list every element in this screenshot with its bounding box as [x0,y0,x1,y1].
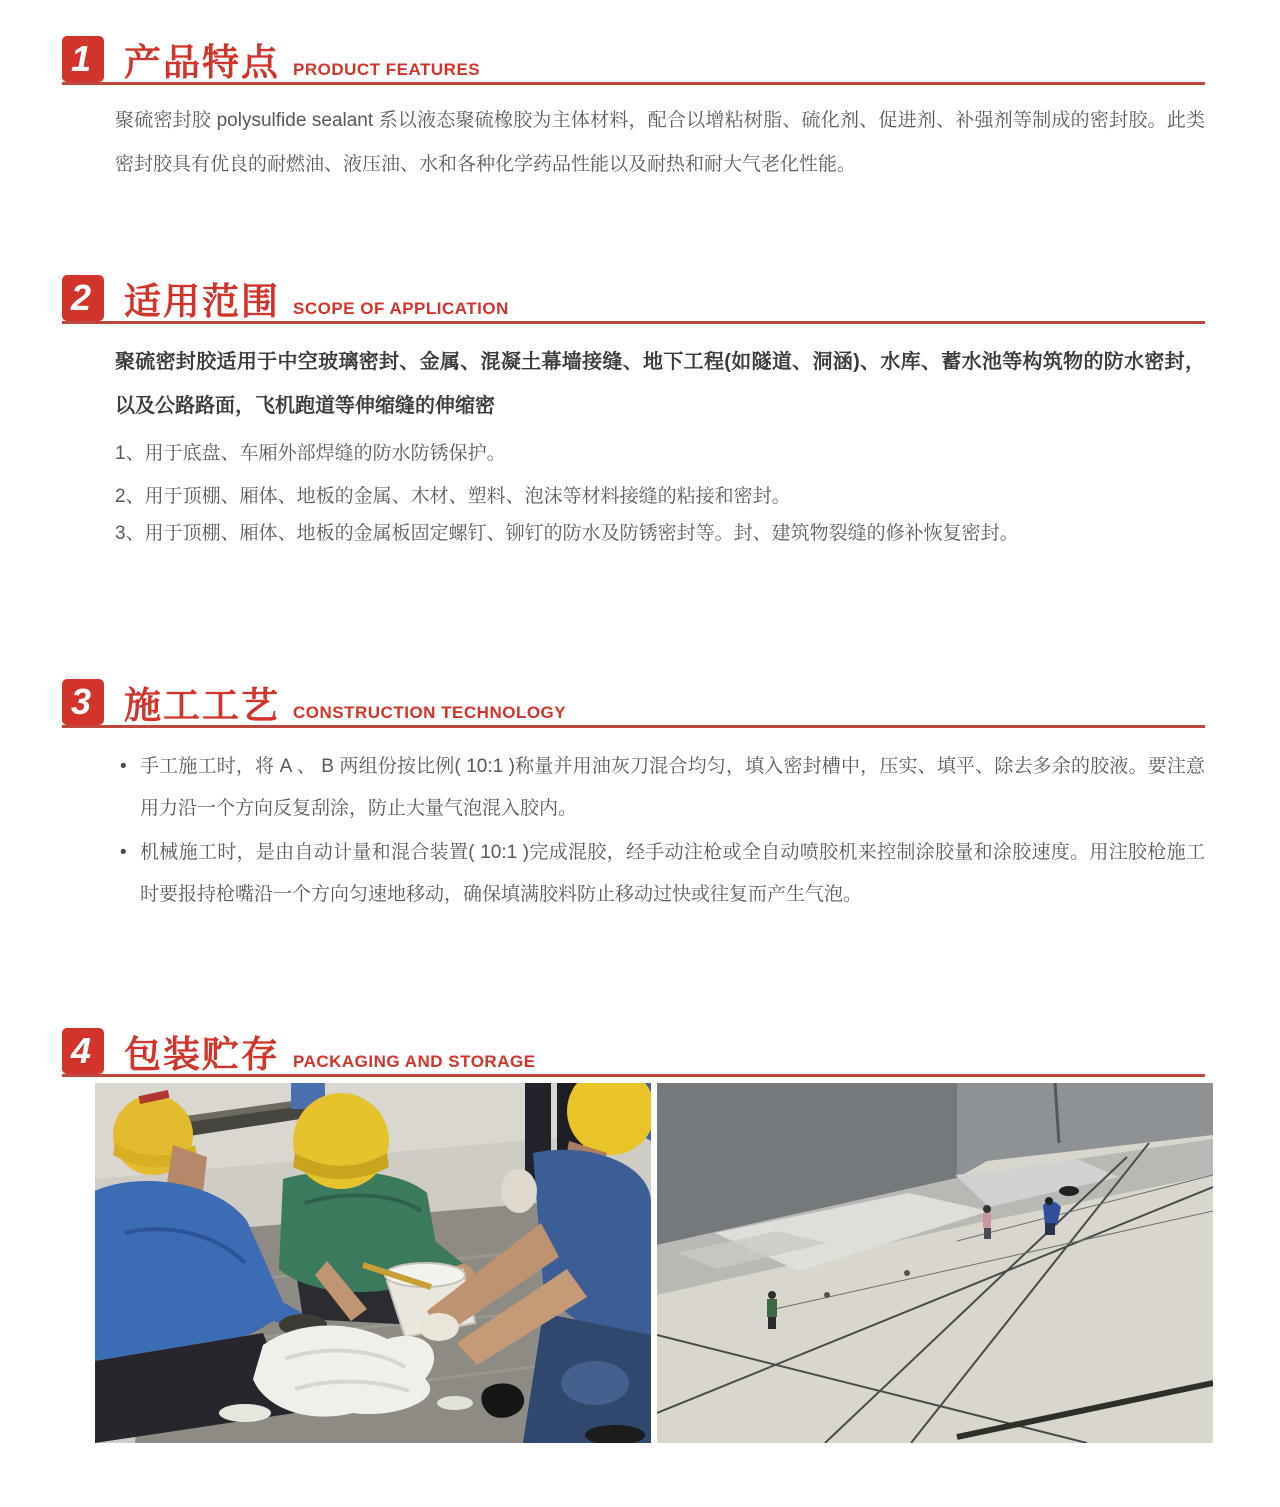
section-header [62,1028,1205,1077]
section-number-badge [62,36,104,82]
workers-applying-sealant-photo [95,1083,651,1443]
bullet-item: • 机械施工时，是由自动计量和混合装置( 10:1 )完成混胶，经手动注枪或全自动喷胶机来控制涂胶量和涂胶速度。用注胶枪施工时要报持枪嘴沿一个方向匀速地移动，确保填满胶料防止移动过快或往复而产生气泡。 [120,832,1205,916]
photo-row [95,1083,1213,1443]
section-number-badge [62,679,104,725]
spacer [62,559,1205,679]
dark-object [1059,1186,1079,1196]
worker-figure-pink [983,1205,991,1239]
list-item: 2、用于顶棚、厢体、地板的金属、木材、塑料、泡沫等材料接缝的粘接和密封。 [115,486,791,507]
section-title-en: PACKAGING AND STORAGE [293,1052,536,1071]
section-title-en: PRODUCT FEATURES [293,60,481,79]
section-construction-technology [62,679,1205,916]
section-title-en: CONSTRUCTION TECHNOLOGY [293,703,567,722]
section-product-features [62,36,1205,187]
section-number: 4 [70,1030,92,1071]
section-scope-of-application [62,275,1205,546]
list-item: 1、用于底盘、车厢外部焊缝的防水防锈保护。 [115,443,506,464]
section-number: 3 [70,681,92,722]
section-number-badge [62,275,104,321]
section-title-zh: 产品特点 [124,42,280,83]
section-title-zh: 施工工艺 [124,685,280,726]
section-title-en: SCOPE OF APPLICATION [293,299,509,318]
construction-steps-list [120,746,1205,916]
section-header [62,275,1205,324]
bullet-item: • 手工施工时，将 A 、 B 两组份按比例( 10:1 )称量并用油灰刀混合均匀，填入密封槽中，压实、填平、除去多余的胶液。要注意用力沿一个方向反复刮涂，防止大量气泡混入胶内。 [120,746,1205,830]
section-header [62,36,1205,85]
section-number: 1 [70,38,92,79]
section-title-zh: 包装贮存 [124,1034,280,1075]
section-lead-paragraph: 聚硫密封胶适用于中空玻璃密封、金属、混凝土幕墙接缝、地下工程(如隧道、洞涵)、水库、蓄水池等构筑物的防水密封，以及公路路面，飞机跑道等伸缩缝的伸缩密 [115,351,1205,417]
section-number-badge [62,1028,104,1074]
section-paragraph: 聚硫密封胶 polysulfide sealant 系以液态聚硫橡胶为主体材料，配合以增粘树脂、硫化剂、促进剂、补强剂等制成的密封胶。此类密封胶具有优良的耐燃油、液压油、水和各种化学药品性能以及耐热和耐大气老化性能。 [115,110,1205,175]
worker-figure-green [767,1291,777,1329]
spacer [62,918,1205,1028]
concrete-slope-joints-photo [657,1083,1213,1443]
list-item: 3、用于顶棚、厢体、地板的金属板固定螺钉、铆钉的防水及防锈密封等。封、建筑物裂缝的修补恢复密封。 [115,523,1019,544]
application-list [115,442,1205,546]
spacer [62,187,1205,275]
section-header [62,679,1205,728]
section-number: 2 [70,277,92,318]
section-title-zh: 适用范围 [124,281,280,322]
